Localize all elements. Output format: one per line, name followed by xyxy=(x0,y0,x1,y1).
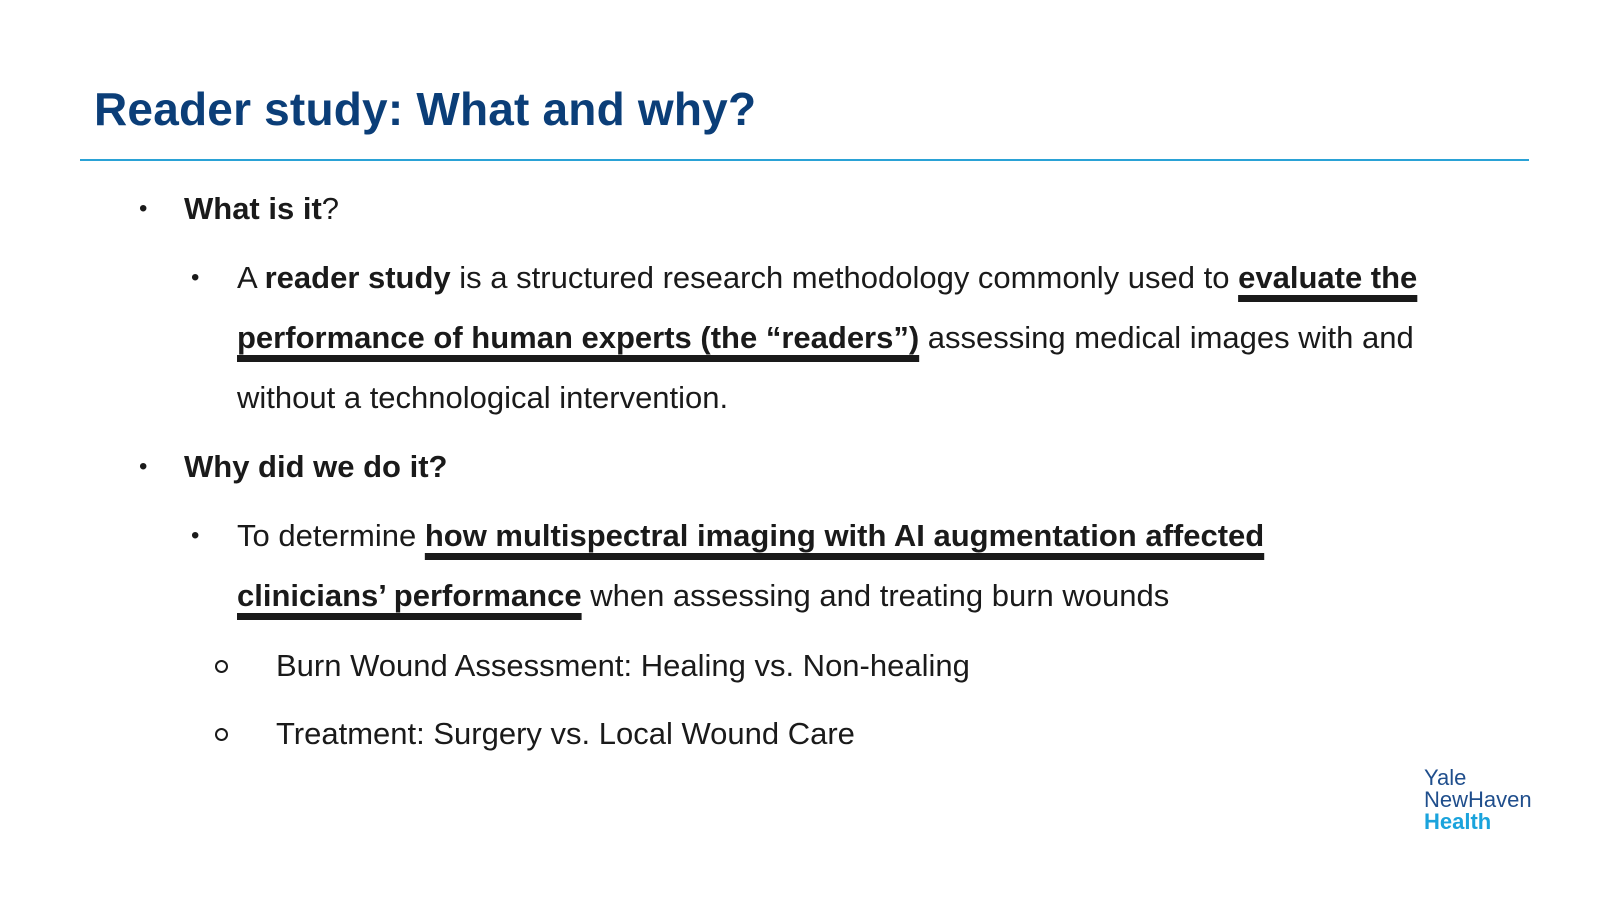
hollow-bullet-icon xyxy=(215,660,228,673)
logo-line-newhaven: NewHaven xyxy=(1424,787,1532,812)
bullet-dot: • xyxy=(191,522,200,549)
section1-heading-bold: What is it xyxy=(184,191,322,226)
section2-para-line2 xyxy=(237,576,1169,616)
sub-item: Treatment: Surgery vs. Local Wound Care xyxy=(276,716,855,751)
section1-para-line2 xyxy=(237,318,1414,358)
logo-line-yale: Yale xyxy=(1424,765,1467,790)
underlined-emphasis: how multispectral imaging with AI augmentation affected xyxy=(424,518,1265,553)
section1-para-line3: without a technological intervention. xyxy=(237,380,729,415)
slide-title: Reader study: What and why? xyxy=(94,83,757,135)
section1-heading-tail: ? xyxy=(321,191,340,226)
text-span: To determine xyxy=(237,518,425,553)
underlined-emphasis: performance of human experts (the “readers”) xyxy=(237,320,920,355)
bullet-dot: • xyxy=(191,264,200,291)
text-span: is a structured research methodology commonly used to xyxy=(450,260,1239,295)
text-span: when assessing and treating burn wounds xyxy=(581,578,1170,613)
text-span: assessing medical images with and xyxy=(919,320,1414,355)
section1-heading xyxy=(184,189,339,229)
yale-newhaven-health-logo xyxy=(1424,767,1532,833)
text-bold: reader study xyxy=(264,260,451,295)
hollow-bullet-icon xyxy=(215,728,228,741)
section1-para-line1 xyxy=(237,258,1417,298)
underlined-emphasis: clinicians’ performance xyxy=(237,578,582,613)
section2-para-line1 xyxy=(237,516,1264,556)
section2-heading: Why did we do it? xyxy=(184,449,448,484)
title-divider xyxy=(80,159,1529,161)
logo-line-health: Health xyxy=(1424,809,1492,834)
text-span: A xyxy=(237,260,265,295)
bullet-dot: • xyxy=(139,453,148,480)
underlined-emphasis: evaluate the xyxy=(1238,260,1418,295)
sub-item: Burn Wound Assessment: Healing vs. Non-healing xyxy=(276,648,970,683)
bullet-dot: • xyxy=(139,195,148,222)
